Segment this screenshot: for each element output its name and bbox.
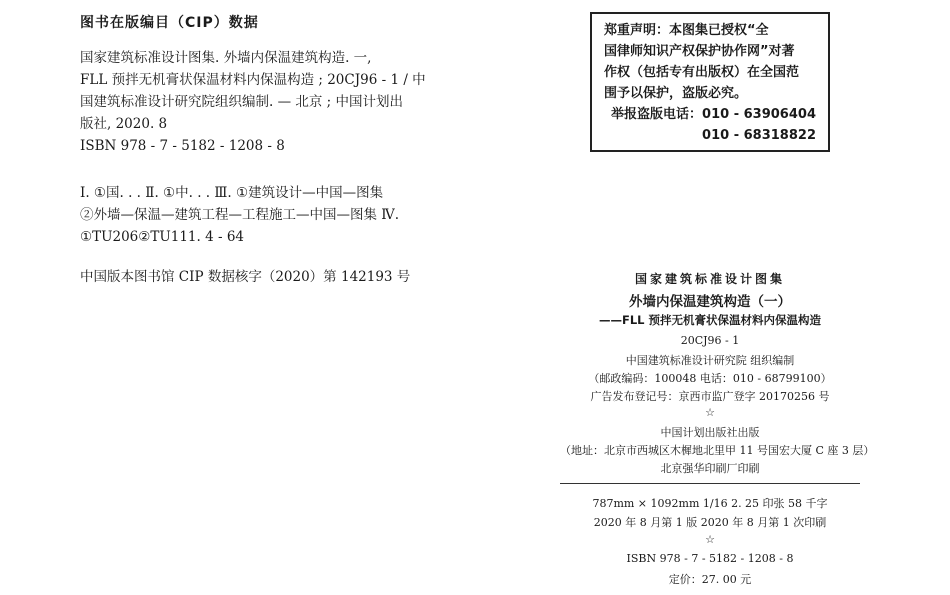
cip-line: 国家建筑标准设计图集. 外墙内保温建筑构造. 一, [80, 50, 372, 66]
edition-line: 2020 年 8 月第 1 版 2020 年 8 月第 1 次印刷 [593, 516, 827, 529]
cip-isbn: ISBN 978 - 7 - 5182 - 1208 - 8 [80, 138, 285, 154]
notice-phone-line-2 [604, 125, 818, 146]
address-line: （地址：北京市西城区木樨地北里甲 11 号国宏大厦 C 座 3 层） [560, 444, 875, 457]
cip-line: FLL 预拌无机膏状保温材料内保温构造 ; 20CJ96 - 1 / 中 [80, 72, 426, 88]
printer-line: 北京强华印刷厂印刷 [660, 462, 760, 475]
cip-line: 版社, 2020. 8 [80, 116, 168, 132]
cip-class-line: ①TU206②TU111. 4 - 64 [80, 229, 244, 245]
book-title: 外墙内保温建筑构造（一） [629, 294, 791, 310]
notice-line: 郑重声明：本图集已授权“全 [604, 23, 769, 38]
cip-main-record [80, 47, 520, 157]
phone-number-1: 010 - 63906404 [702, 107, 816, 122]
divider [560, 483, 860, 484]
cip-check-number: 中国版本图书馆 CIP 数据核字（2020）第 142193 号 [80, 269, 411, 285]
notice-line: 作权（包括专有出版权）在全国范 [604, 65, 800, 80]
isbn-line: ISBN 978 - 7 - 5182 - 1208 - 8 [626, 552, 794, 565]
book-subtitle: ——FLL 预拌无机膏状保温材料内保温构造 [598, 313, 821, 327]
cip-heading: 图书在版编目（CIP）数据 [80, 15, 259, 31]
contact-line: （邮政编码：100048 电话：010 - 68799100） [588, 372, 832, 385]
ad-register-line: 广告发布登记号：京西市监广登字 20170256 号 [590, 390, 830, 403]
book-code: 20CJ96 - 1 [680, 334, 740, 347]
phone-label: 举报盗版电话： [611, 107, 703, 122]
price-line: 定价：27. 00 元 [668, 573, 752, 586]
cip-line: 国建筑标准设计研究院组织编制. — 北京 ; 中国计划出 [80, 94, 404, 110]
compiler-line: 中国建筑标准设计研究院 组织编制 [625, 354, 795, 367]
star-icon: ☆ [705, 533, 715, 546]
phone-number-2: 010 - 68318822 [702, 128, 816, 143]
format-line: 787mm × 1092mm 1/16 2. 25 印张 58 千字 [592, 497, 828, 510]
series-title: 国家建筑标准设计图集 [634, 272, 785, 286]
cip-class-line: ②外墙—保温—建筑工程—工程施工—中国—图集 Ⅳ. [80, 207, 400, 223]
cip-classification [80, 182, 520, 248]
copyright-notice-box [590, 12, 830, 152]
notice-line: 围予以保护，盗版必究。 [604, 86, 748, 101]
star-icon: ☆ [705, 406, 715, 419]
cip-class-line: Ⅰ. ①国. . . Ⅱ. ①中. . . Ⅲ. ①建筑设计—中国—图集 [80, 185, 384, 201]
notice-phone-line [604, 104, 818, 125]
notice-line: 国律师知识产权保护协作网”对著 [604, 44, 795, 59]
publisher-line: 中国计划出版社出版 [660, 426, 760, 439]
